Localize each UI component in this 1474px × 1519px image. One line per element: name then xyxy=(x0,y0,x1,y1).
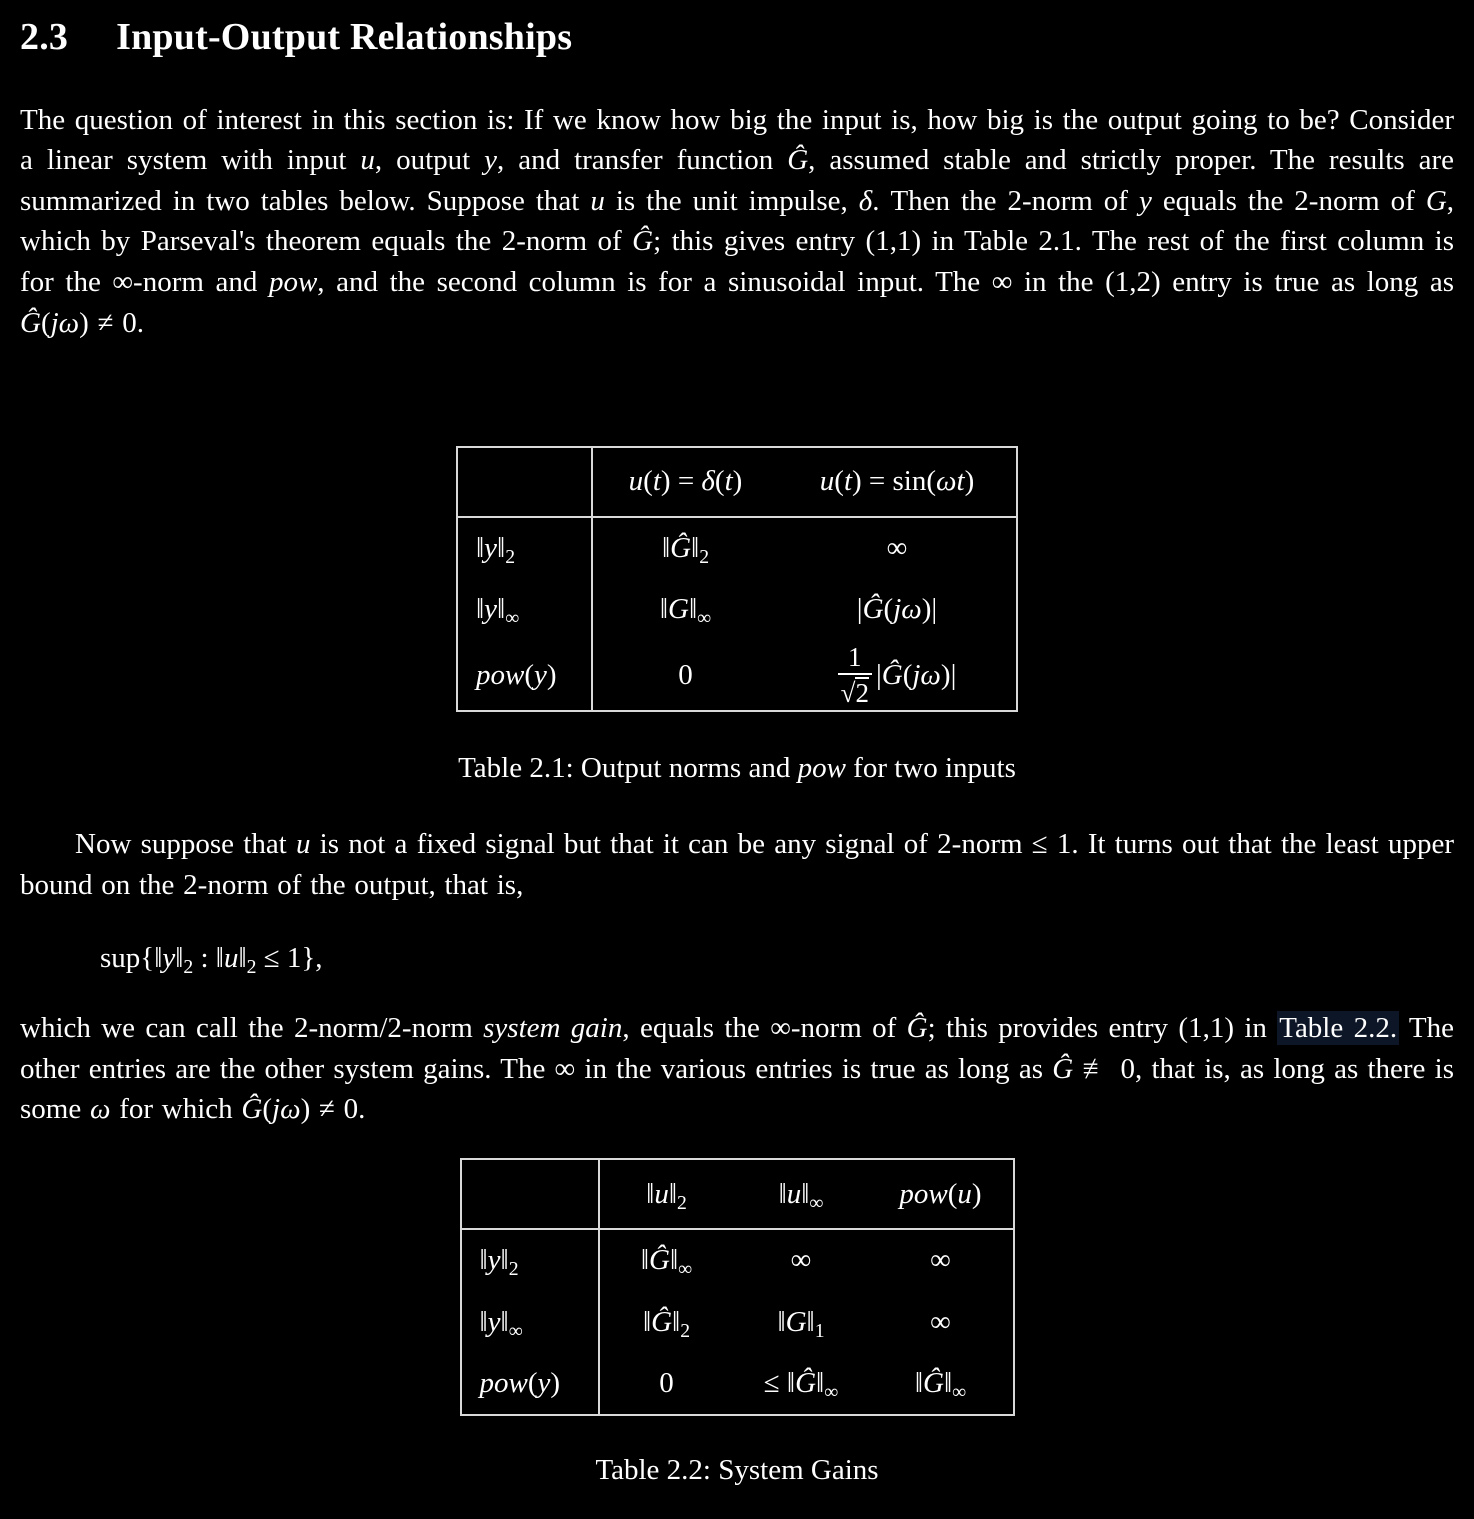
table-cell: $‖Ĝ‖_2$ xyxy=(661,531,710,568)
table-cell: ∞ xyxy=(886,531,908,564)
table-2-1-container xyxy=(20,446,1454,712)
table-row xyxy=(457,517,1017,579)
row-label: pow(y) xyxy=(457,641,592,711)
table-row xyxy=(457,579,1017,641)
table-cell: $‖Ĝ‖_2$ xyxy=(642,1305,691,1342)
table-2-2-link[interactable]: Table 2.2. xyxy=(1279,1012,1398,1044)
column-header-impulse: u(t) = δ(t) xyxy=(592,447,778,517)
table-cell: ∞ xyxy=(790,1244,812,1276)
table-cell: ∞ xyxy=(930,1244,951,1276)
row-label: $‖y‖_2$ xyxy=(461,1229,599,1291)
table-2-1-caption: Table 2.1: Output norms and pow for two inputs xyxy=(458,752,1016,784)
table-row xyxy=(457,641,1017,711)
output-norms-table xyxy=(456,446,1018,712)
row-label: $‖y‖_\infty$ xyxy=(461,1291,599,1353)
section-heading xyxy=(20,12,1454,60)
table-cell: $‖Ĝ‖_\infty$ xyxy=(640,1244,693,1280)
section-title: Input-Output Relationships xyxy=(116,16,573,58)
table-cell: $‖Ĝ‖_\infty$ xyxy=(914,1367,967,1403)
table-cell: 0 xyxy=(678,658,693,691)
corner-cell xyxy=(457,447,592,517)
table-header-row xyxy=(457,447,1017,517)
table-cell: $‖G‖_\infty$ xyxy=(659,593,712,630)
table-2-2-container xyxy=(20,1158,1454,1416)
paragraph-intro: The question of interest in this section is: If we know how big the input is, how big is the output going to be? Consider a linear system with input u, output y, and transfer function Ĝ, assumed stable and strictly proper. The results are summarized in two tables below. Suppose that u is the unit impulse, δ. Then the 2-norm of y equals the 2-norm of G, which by Parseval's theorem equals the 2-norm of Ĝ; this gives entry (1,1) in Table 2.1. The rest of the first column is for the ∞-norm and pow, and the second column is for a sinusoidal input. The ∞ in the (1,2) entry is true as long as Ĝ(jω) ≠ 0. xyxy=(20,103,1455,339)
table-cell: ≤ $‖Ĝ‖_\infty$ xyxy=(763,1367,839,1403)
table-row xyxy=(461,1353,1014,1415)
table-header-row xyxy=(461,1159,1014,1229)
section-number: 2.3 xyxy=(20,16,69,58)
table-row xyxy=(461,1291,1014,1353)
table-cell: ∞ xyxy=(930,1305,951,1338)
table-cell: $‖G‖_1$ xyxy=(777,1305,825,1342)
equation-sup-gain: $sup\{‖y‖_2$ : $‖u‖_2 \le 1$}, xyxy=(100,942,323,978)
row-label: pow(y) xyxy=(461,1353,599,1415)
corner-cell xyxy=(461,1159,599,1229)
table-cell: |Ĝ(jω)| xyxy=(856,593,938,626)
row-label: $‖y‖_2$ xyxy=(457,517,592,579)
column-header-sinusoid: u(t) = sin(ωt) xyxy=(778,447,1017,517)
column-header-uinf: $‖u‖_\infty$ xyxy=(734,1159,869,1229)
table-cell: $\frac{1}{√2}$ |Ĝ(jω)| xyxy=(778,641,1017,711)
paragraph-suppose: Now suppose that u is not a fixed signal but that it can be any signal of 2-norm ≤ 1. It turns out that the least upper bound on the 2-norm of the output, that is, xyxy=(20,828,1454,901)
table-2-2-caption: Table 2.2: System Gains xyxy=(595,1454,879,1486)
column-header-powu: pow(u) xyxy=(869,1159,1014,1229)
paragraph-system-gain: which we can call the 2-norm/2-norm system gain, equals the ∞-norm of Ĝ; this provides entry (1,1) in Table 2.2. The other entries are the other system gains. The ∞ in the various entries is true as long as Ĝ ≢ 0, that is, as long as there is some ω for which Ĝ(jω) ≠ 0. xyxy=(20,1012,1455,1126)
system-gains-table xyxy=(460,1158,1015,1416)
table-cell: 0 xyxy=(659,1367,674,1399)
row-label: $‖y‖_\infty$ xyxy=(457,579,592,641)
column-header-u2: $‖u‖_2$ xyxy=(599,1159,734,1229)
table-row xyxy=(461,1229,1014,1291)
